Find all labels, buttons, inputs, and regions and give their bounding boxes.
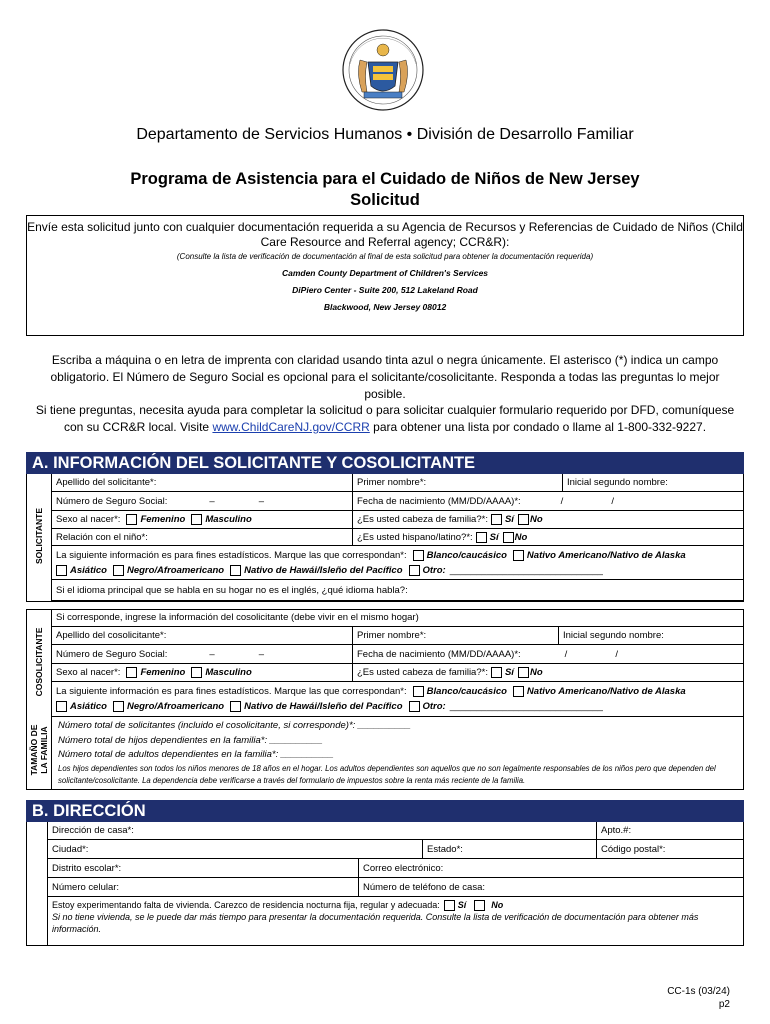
cell-phone-field[interactable] bbox=[48, 878, 358, 896]
address-row-city bbox=[48, 840, 744, 859]
dob-slash: / bbox=[560, 495, 564, 507]
section-a-header: A. INFORMACIÓN DEL SOLICITANTE Y COSOLICITANTE bbox=[26, 452, 744, 474]
coapplicant-label: COSOLICITANTE bbox=[34, 627, 44, 697]
city-label: Ciudad*: bbox=[52, 843, 89, 855]
homeless-no-checkbox[interactable] bbox=[474, 900, 485, 911]
agency-address-line1: DiPiero Center - Suite 200, 512 Lakeland Road bbox=[292, 285, 478, 295]
applicant-sex-field bbox=[52, 511, 352, 528]
co-asian-checkbox[interactable] bbox=[56, 701, 67, 712]
applicant-last-name-label: Apellido del solicitante*: bbox=[56, 477, 157, 488]
homeless-yes-checkbox[interactable] bbox=[444, 900, 455, 911]
applicant-middle-label: Inicial segundo nombre: bbox=[567, 477, 668, 488]
apt-label: Apto.#: bbox=[601, 825, 632, 836]
stats-label: La siguiente información es para fines estadísticos. Marque las que correspondan*: bbox=[56, 550, 407, 561]
coapplicant-ssn-label: Número de Seguro Social: bbox=[56, 648, 168, 660]
yes-label: Sí bbox=[457, 900, 467, 910]
female-label: Femenino bbox=[140, 514, 186, 525]
no-label: No bbox=[491, 900, 504, 910]
zip-label: Código postal*: bbox=[601, 843, 666, 855]
applicant-first-name-field[interactable] bbox=[352, 474, 562, 491]
ssn-dash: – bbox=[209, 648, 215, 660]
ssn-dash: – bbox=[209, 495, 215, 507]
applicant-first-name-label: Primer nombre*: bbox=[357, 477, 427, 488]
program-title bbox=[0, 169, 770, 211]
address-row-phone bbox=[48, 878, 744, 897]
help-text-end: para obtener una lista por condado o llame al 1-800-332-9227. bbox=[369, 420, 707, 434]
coapplicant-last-name-label: Apellido del cosolicitante*: bbox=[56, 630, 167, 641]
applicant-row-ssn bbox=[52, 492, 744, 511]
agency-address bbox=[27, 265, 743, 316]
home-phone-field[interactable] bbox=[358, 878, 744, 896]
applicant-dob-label: Fecha de nacimiento (MM/DD/AAAA)*: bbox=[357, 495, 521, 507]
female-checkbox[interactable] bbox=[126, 514, 137, 525]
coapplicant-intro-text: Si corresponde, ingrese la información del cosolicitante (debe vivir en el mismo hogar) bbox=[56, 612, 419, 623]
home-address-field[interactable] bbox=[48, 822, 596, 839]
new-jersey-seal bbox=[340, 24, 426, 120]
white-label: Blanco/caucásico bbox=[426, 686, 507, 697]
applicant-relation-field[interactable] bbox=[52, 529, 352, 545]
homeless-block bbox=[52, 899, 740, 935]
yes-label: Sí bbox=[489, 531, 499, 543]
address-row-home bbox=[48, 822, 744, 840]
coapplicant-first-name-field[interactable] bbox=[352, 627, 558, 644]
co-black-checkbox[interactable] bbox=[113, 701, 124, 712]
ssn-dash: – bbox=[258, 648, 265, 660]
native-label: Nativo Americano/Nativo de Alaska bbox=[526, 686, 686, 697]
relation-label: Relación con el niño*: bbox=[56, 531, 148, 543]
agency-name: Camden County Department of Children's Services bbox=[281, 268, 489, 278]
submission-instruction: Envíe esta solicitud junto con cualquier documentación requerida a su Agencia de Recursos y Referencias de Cuidado de Niños (Child Care Resource and Referral agency; CCR&R): bbox=[27, 220, 743, 249]
hispanic-yes-checkbox[interactable] bbox=[476, 532, 487, 543]
address-row-school bbox=[48, 859, 744, 878]
coapplicant-dob-field[interactable] bbox=[352, 645, 744, 663]
coapplicant-middle-field[interactable] bbox=[558, 627, 744, 644]
white-checkbox[interactable] bbox=[413, 550, 424, 561]
coapplicant-row-ssn bbox=[52, 645, 744, 664]
school-district-label: Distrito escolar*: bbox=[52, 862, 122, 874]
black-label: Negro/Afroamericano bbox=[126, 565, 225, 576]
language-label: Si el idioma principal que se habla en su hogar no es el inglés, ¿qué idioma habla?: bbox=[56, 584, 408, 596]
stats-label: La siguiente información es para fines estadísticos. Marque las que correspondan*: bbox=[56, 686, 407, 697]
family-label-line1: TAMAÑO DE bbox=[29, 724, 39, 776]
form-number: CC-1s (03/24) bbox=[667, 986, 730, 997]
email-label: Correo electrónico: bbox=[363, 862, 444, 874]
city-field[interactable] bbox=[48, 840, 422, 858]
hawaiian-checkbox[interactable] bbox=[230, 565, 241, 576]
applicant-row-relation bbox=[52, 529, 744, 546]
homeless-note: Si no tiene vivienda, se le puede dar más tiempo para presentar la documentación requerida. Consulte la lista de verificación de documentación para obtener más información. bbox=[52, 912, 699, 935]
female-label: Femenino bbox=[140, 667, 186, 678]
coapplicant-ssn-field[interactable] bbox=[52, 645, 352, 663]
total-children-field[interactable]: Número total de hijos dependientes en la familia*: __________ bbox=[58, 734, 323, 746]
co-head-no-checkbox[interactable] bbox=[518, 667, 529, 678]
ssn-dash: – bbox=[258, 495, 265, 507]
co-male-checkbox[interactable] bbox=[191, 667, 202, 678]
sex-label: Sexo al nacer*: bbox=[56, 514, 121, 525]
applicant-side bbox=[26, 474, 52, 601]
ccrr-link[interactable]: www.ChildCareNJ.gov/CCRR bbox=[212, 420, 370, 434]
no-label: No bbox=[529, 514, 543, 525]
head-label: ¿Es usted cabeza de familia?*: bbox=[357, 514, 488, 525]
applicant-hispanic-field bbox=[352, 529, 744, 545]
applicant-race-field bbox=[52, 546, 744, 579]
email-field[interactable] bbox=[358, 859, 744, 877]
total-applicants-field[interactable]: Número total de solicitantes (incluido el cosolicitante, si corresponde)*: __________ bbox=[58, 720, 411, 731]
address-side bbox=[26, 822, 48, 946]
applicant-label: SOLICITANTE bbox=[34, 507, 44, 565]
agency-address-line2: Blackwood, New Jersey 08012 bbox=[323, 302, 447, 312]
home-address-label: Dirección de casa*: bbox=[52, 825, 134, 836]
other-checkbox[interactable] bbox=[409, 565, 420, 576]
black-label: Negro/Afroamericano bbox=[126, 701, 225, 712]
family-label-line2: LA FAMILIA bbox=[39, 726, 49, 774]
zip-field[interactable] bbox=[596, 840, 744, 858]
no-label: No bbox=[529, 667, 543, 678]
applicant-row-language bbox=[52, 580, 744, 601]
hawaiian-label: Nativo de Hawái/Isleño del Pacífico bbox=[244, 565, 403, 576]
state-label: Estado*: bbox=[427, 843, 463, 855]
applicant-head-field bbox=[352, 511, 744, 528]
male-label: Masculino bbox=[205, 514, 252, 525]
section-b-header: B. DIRECCIÓN bbox=[26, 800, 744, 822]
dob-slash: / bbox=[564, 648, 568, 660]
yes-label: Sí bbox=[504, 667, 514, 678]
co-other-checkbox[interactable] bbox=[409, 701, 420, 712]
applicant-middle-field[interactable] bbox=[562, 474, 744, 491]
coapplicant-intro-row bbox=[52, 609, 744, 627]
help-text: Si tiene preguntas, necesita ayuda para completar la solicitud o para solicitar cualquier formulario requerido por DFD, comuníquese con su CCR&R local. Visite bbox=[35, 403, 735, 434]
co-hawaiian-checkbox[interactable] bbox=[230, 701, 241, 712]
applicant-row-name bbox=[52, 474, 744, 492]
applicant-row-race bbox=[52, 546, 744, 580]
family-side bbox=[26, 717, 52, 790]
dependents-note: Los hijos dependientes son todos los niños menores de 18 años en el hogar. Los adultos dependientes son aquellos que no son legalmente responsables de los niños pero que dependen del solicitante/cosolicitante. La dependencia debe verificarse a través del formulario de impuestos sobre la renta más reciente de la familia. bbox=[58, 763, 716, 785]
applicant-ssn-label: Número de Seguro Social: bbox=[56, 495, 168, 507]
coapplicant-row-sex bbox=[52, 664, 744, 682]
male-label: Masculino bbox=[205, 667, 252, 678]
male-checkbox[interactable] bbox=[191, 514, 202, 525]
yes-label: Sí bbox=[504, 514, 514, 525]
coapplicant-row-race bbox=[52, 682, 744, 717]
coapplicant-head-field bbox=[352, 664, 744, 681]
native-label: Nativo Americano/Nativo de Alaska bbox=[526, 550, 686, 561]
sex-label: Sexo al nacer*: bbox=[56, 667, 121, 678]
co-head-yes-checkbox[interactable] bbox=[491, 667, 502, 678]
department-title: Departamento de Servicios Humanos • División de Desarrollo Familiar bbox=[136, 126, 634, 143]
coapplicant-row-name bbox=[52, 627, 744, 645]
language-field[interactable] bbox=[52, 580, 744, 600]
homeless-label: Estoy experimentando falta de vivienda. Carezco de residencia nocturna fija, regular y adecuada: bbox=[52, 900, 440, 910]
applicant-row-sex bbox=[52, 511, 744, 529]
native-checkbox[interactable] bbox=[513, 550, 524, 561]
coapplicant-race-field bbox=[52, 682, 744, 716]
state-field[interactable] bbox=[422, 840, 596, 858]
hispanic-label: ¿Es usted hispano/latino?*: bbox=[357, 531, 473, 543]
school-district-field[interactable] bbox=[48, 859, 358, 877]
other-line[interactable]: _____________________________ bbox=[449, 565, 603, 576]
other-label: Otro: bbox=[422, 701, 446, 712]
asian-label: Asiático bbox=[70, 701, 107, 712]
head-no-checkbox[interactable] bbox=[518, 514, 529, 525]
co-white-checkbox[interactable] bbox=[413, 686, 424, 697]
coapplicant-sex-field bbox=[52, 664, 352, 681]
coapplicant-last-name-field[interactable] bbox=[52, 627, 352, 644]
family-label bbox=[29, 690, 49, 810]
white-label: Blanco/caucásico bbox=[426, 550, 507, 561]
applicant-dob-field[interactable] bbox=[352, 492, 744, 510]
hawaiian-label: Nativo de Hawái/Isleño del Pacífico bbox=[244, 701, 403, 712]
coapplicant-dob-label: Fecha de nacimiento (MM/DD/AAAA)*: bbox=[357, 648, 521, 660]
head-label: ¿Es usted cabeza de familia?*: bbox=[357, 667, 488, 678]
other-line[interactable]: _____________________________ bbox=[449, 701, 603, 712]
head-yes-checkbox[interactable] bbox=[491, 514, 502, 525]
total-adults-field[interactable]: Número total de adultos dependientes en la familia*: __________ bbox=[58, 749, 334, 760]
program-line1: Programa de Asistencia para el Cuidado de Niños de New Jersey bbox=[130, 170, 640, 188]
dob-slash: / bbox=[611, 495, 614, 507]
asian-checkbox[interactable] bbox=[56, 565, 67, 576]
applicant-ssn-field[interactable] bbox=[52, 492, 352, 510]
checklist-note: (Consulte la lista de verificación de documentación al final de esta solicitud para obtener la documentación requerida) bbox=[176, 252, 594, 261]
cell-phone-label: Número celular: bbox=[52, 881, 120, 893]
coapplicant-first-name-label: Primer nombre*: bbox=[357, 630, 427, 641]
applicant-last-name-field[interactable] bbox=[52, 474, 352, 491]
co-female-checkbox[interactable] bbox=[126, 667, 137, 678]
co-native-checkbox[interactable] bbox=[513, 686, 524, 697]
black-checkbox[interactable] bbox=[113, 565, 124, 576]
home-phone-label: Número de teléfono de casa: bbox=[363, 881, 485, 893]
family-size-block bbox=[58, 719, 738, 788]
help-paragraph bbox=[30, 402, 740, 436]
dob-slash: / bbox=[615, 648, 618, 660]
other-label: Otro: bbox=[422, 565, 446, 576]
hispanic-no-checkbox[interactable] bbox=[503, 532, 514, 543]
asian-label: Asiático bbox=[70, 565, 107, 576]
apt-field[interactable] bbox=[596, 822, 744, 839]
coapplicant-middle-label: Inicial segundo nombre: bbox=[563, 630, 664, 641]
no-label: No bbox=[514, 531, 528, 543]
program-line2: Solicitud bbox=[350, 191, 420, 209]
page-footer bbox=[667, 985, 730, 1011]
section-separator bbox=[26, 601, 744, 609]
page-number: p2 bbox=[718, 999, 730, 1010]
instructions-paragraph: Escriba a máquina o en letra de imprenta con claridad usando tinta azul o negra únicamente. El asterisco (*) indica un campo obligatorio. El Número de Seguro Social es opcional para el solicitante/cosolicitante. Responda a todas las preguntas lo mejor posible. bbox=[50, 353, 720, 401]
submission-info-box bbox=[26, 215, 744, 336]
coapplicant-intro bbox=[52, 609, 744, 626]
